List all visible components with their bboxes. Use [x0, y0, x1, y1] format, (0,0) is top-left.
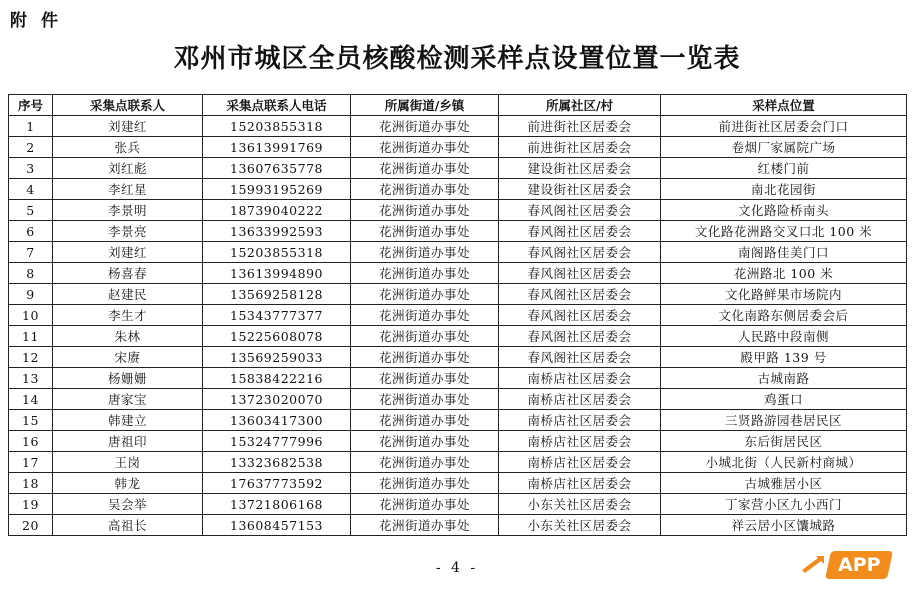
cell-contact: 高祖长	[53, 515, 203, 536]
cell-street: 花洲街道办事处	[351, 389, 499, 410]
cell-location: 卷烟厂家属院广场	[661, 137, 907, 158]
cell-community: 前进街社区居委会	[499, 116, 661, 137]
cell-index: 15	[9, 410, 53, 431]
cell-location: 三贤路游园巷居民区	[661, 410, 907, 431]
cell-location: 南北花园街	[661, 179, 907, 200]
table-row	[9, 326, 907, 347]
cell-location: 文化路鲜果市场院内	[661, 284, 907, 305]
cell-index: 12	[9, 347, 53, 368]
cell-community: 春风阁社区居委会	[499, 221, 661, 242]
cell-index: 14	[9, 389, 53, 410]
cell-index: 11	[9, 326, 53, 347]
cell-location: 小城北街（人民新村商城）	[661, 452, 907, 473]
cell-community: 春风阁社区居委会	[499, 263, 661, 284]
cell-contact: 朱林	[53, 326, 203, 347]
column-header-index: 序号	[9, 95, 53, 116]
table-row	[9, 200, 907, 221]
cell-location: 文化南路东侧居委会后	[661, 305, 907, 326]
cell-community: 小东关社区居委会	[499, 515, 661, 536]
cell-location: 殿甲路 139 号	[661, 347, 907, 368]
cell-phone: 15203855318	[203, 242, 351, 263]
cell-contact: 杨姗姗	[53, 368, 203, 389]
table-row	[9, 452, 907, 473]
app-badge-label: APP	[837, 554, 881, 576]
cell-street: 花洲街道办事处	[351, 263, 499, 284]
cell-community: 春风阁社区居委会	[499, 242, 661, 263]
table-row	[9, 389, 907, 410]
cell-community: 南桥店社区居委会	[499, 368, 661, 389]
attachment-label: 附件	[10, 11, 72, 31]
cell-phone: 18739040222	[203, 200, 351, 221]
sampling-sites-table	[8, 94, 907, 536]
cell-phone: 13603417300	[203, 410, 351, 431]
cell-contact: 李景亮	[53, 221, 203, 242]
cell-street: 花洲街道办事处	[351, 200, 499, 221]
cell-street: 花洲街道办事处	[351, 242, 499, 263]
table-row	[9, 410, 907, 431]
app-arrow-icon	[802, 556, 824, 574]
cell-street: 花洲街道办事处	[351, 494, 499, 515]
cell-street: 花洲街道办事处	[351, 431, 499, 452]
cell-index: 18	[9, 473, 53, 494]
cell-community: 南桥店社区居委会	[499, 389, 661, 410]
cell-street: 花洲街道办事处	[351, 116, 499, 137]
cell-community: 前进街社区居委会	[499, 137, 661, 158]
cell-phone: 13633992593	[203, 221, 351, 242]
cell-community: 南桥店社区居委会	[499, 452, 661, 473]
cell-street: 花洲街道办事处	[351, 326, 499, 347]
cell-contact: 赵建民	[53, 284, 203, 305]
cell-phone: 13721806168	[203, 494, 351, 515]
cell-community: 春风阁社区居委会	[499, 305, 661, 326]
cell-location: 文化路险桥南头	[661, 200, 907, 221]
cell-index: 4	[9, 179, 53, 200]
cell-contact: 杨喜春	[53, 263, 203, 284]
cell-phone: 17637773592	[203, 473, 351, 494]
cell-contact: 韩龙	[53, 473, 203, 494]
cell-phone: 13613991769	[203, 137, 351, 158]
cell-street: 花洲街道办事处	[351, 179, 499, 200]
cell-contact: 韩建立	[53, 410, 203, 431]
cell-location: 前进街社区居委会门口	[661, 116, 907, 137]
cell-community: 春风阁社区居委会	[499, 347, 661, 368]
cell-contact: 李景明	[53, 200, 203, 221]
page-number: - 4 -	[435, 560, 479, 576]
table-row	[9, 158, 907, 179]
cell-location: 文化路花洲路交叉口北 100 米	[661, 221, 907, 242]
cell-location: 古城南路	[661, 368, 907, 389]
cell-index: 1	[9, 116, 53, 137]
cell-phone: 13613994890	[203, 263, 351, 284]
cell-community: 建设街社区居委会	[499, 179, 661, 200]
cell-phone: 13569258128	[203, 284, 351, 305]
cell-street: 花洲街道办事处	[351, 473, 499, 494]
cell-index: 8	[9, 263, 53, 284]
cell-contact: 王岗	[53, 452, 203, 473]
table-row	[9, 347, 907, 368]
cell-location: 人民路中段南侧	[661, 326, 907, 347]
cell-location: 花洲路北 100 米	[661, 263, 907, 284]
cell-contact: 刘建红	[53, 116, 203, 137]
cell-index: 10	[9, 305, 53, 326]
cell-location: 东后街居民区	[661, 431, 907, 452]
cell-community: 春风阁社区居委会	[499, 326, 661, 347]
cell-phone: 13607635778	[203, 158, 351, 179]
cell-phone: 13323682538	[203, 452, 351, 473]
table-row	[9, 242, 907, 263]
cell-contact: 唐祖印	[53, 431, 203, 452]
cell-street: 花洲街道办事处	[351, 137, 499, 158]
cell-community: 小东关社区居委会	[499, 494, 661, 515]
cell-street: 花洲街道办事处	[351, 284, 499, 305]
cell-street: 花洲街道办事处	[351, 368, 499, 389]
table-row	[9, 284, 907, 305]
cell-index: 17	[9, 452, 53, 473]
cell-contact: 唐家宝	[53, 389, 203, 410]
cell-index: 2	[9, 137, 53, 158]
column-header-contact: 采集点联系人	[53, 95, 203, 116]
cell-index: 9	[9, 284, 53, 305]
cell-phone: 15343777377	[203, 305, 351, 326]
table-row	[9, 263, 907, 284]
cell-street: 花洲街道办事处	[351, 452, 499, 473]
column-header-location: 采样点位置	[661, 95, 907, 116]
cell-community: 建设街社区居委会	[499, 158, 661, 179]
cell-location: 古城雅居小区	[661, 473, 907, 494]
cell-street: 花洲街道办事处	[351, 158, 499, 179]
cell-contact: 李生才	[53, 305, 203, 326]
cell-phone: 15324777996	[203, 431, 351, 452]
table-row	[9, 473, 907, 494]
cell-community: 南桥店社区居委会	[499, 410, 661, 431]
cell-phone: 15225608078	[203, 326, 351, 347]
cell-contact: 刘建红	[53, 242, 203, 263]
cell-index: 19	[9, 494, 53, 515]
table-row	[9, 137, 907, 158]
cell-street: 花洲街道办事处	[351, 410, 499, 431]
cell-index: 13	[9, 368, 53, 389]
page-title: 邓州市城区全员核酸检测采样点设置位置一览表	[173, 44, 741, 74]
cell-community: 春风阁社区居委会	[499, 284, 661, 305]
cell-location: 南阁路佳美门口	[661, 242, 907, 263]
cell-street: 花洲街道办事处	[351, 221, 499, 242]
table-row	[9, 494, 907, 515]
cell-contact: 吴会举	[53, 494, 203, 515]
cell-contact: 李红星	[53, 179, 203, 200]
cell-location: 祥云居小区馕城路	[661, 515, 907, 536]
table-row	[9, 515, 907, 536]
cell-index: 6	[9, 221, 53, 242]
cell-contact: 张兵	[53, 137, 203, 158]
column-header-community: 所属社区/村	[499, 95, 661, 116]
cell-location: 鸡蛋口	[661, 389, 907, 410]
table-row	[9, 116, 907, 137]
cell-contact: 宋赓	[53, 347, 203, 368]
cell-community: 春风阁社区居委会	[499, 200, 661, 221]
column-header-street: 所属街道/乡镇	[351, 95, 499, 116]
table-row	[9, 221, 907, 242]
cell-index: 16	[9, 431, 53, 452]
cell-phone: 15838422216	[203, 368, 351, 389]
cell-index: 7	[9, 242, 53, 263]
cell-community: 南桥店社区居委会	[499, 473, 661, 494]
table-header-row	[9, 95, 907, 116]
cell-location: 丁家营小区九小西门	[661, 494, 907, 515]
cell-community: 南桥店社区居委会	[499, 431, 661, 452]
cell-phone: 15203855318	[203, 116, 351, 137]
table-body	[9, 116, 907, 536]
table-row	[9, 179, 907, 200]
cell-index: 5	[9, 200, 53, 221]
column-header-phone: 采集点联系人电话	[203, 95, 351, 116]
app-badge	[825, 551, 893, 579]
cell-index: 3	[9, 158, 53, 179]
cell-index: 20	[9, 515, 53, 536]
table-row	[9, 305, 907, 326]
cell-street: 花洲街道办事处	[351, 515, 499, 536]
cell-contact: 刘红彪	[53, 158, 203, 179]
cell-phone: 13569259033	[203, 347, 351, 368]
cell-street: 花洲街道办事处	[351, 347, 499, 368]
cell-phone: 13608457153	[203, 515, 351, 536]
cell-phone: 13723020070	[203, 389, 351, 410]
cell-phone: 15993195269	[203, 179, 351, 200]
cell-street: 花洲街道办事处	[351, 305, 499, 326]
table-row	[9, 368, 907, 389]
cell-location: 红楼门前	[661, 158, 907, 179]
table-row	[9, 431, 907, 452]
